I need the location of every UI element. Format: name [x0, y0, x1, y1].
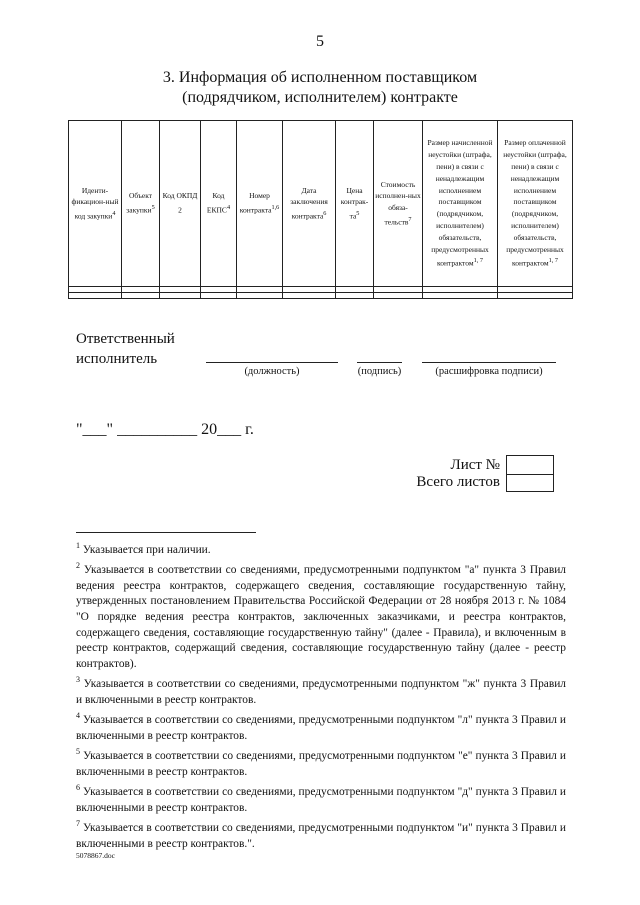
position-label: (должность): [244, 366, 300, 377]
sheet-number-label: Лист №: [450, 457, 500, 473]
responsible-executor-label: [76, 329, 175, 369]
table-cell: [498, 293, 573, 299]
table-cell: [122, 293, 160, 299]
signature-label: (подпись): [357, 366, 402, 377]
footnote: $^2$ Указывается в соответствии со сведениями, предусмотренными подпунктом "а" пункта 3 Правил ведения реестра контрактов, содержащего сведения, составляющие государственную тайну, утвержденных постановлением Правительства Российской Федерации от 28 ноября 2013 г. № 1084 "О порядке ведения реестра контрактов, заключенных заказчиками, и реестра контрактов, содержащего сведения, составляющие государственную тайну" (далее - Правила), и включенным в реестр контрактов, содержащий сведения, составляющие государственную тайну (далее - реестр контрактов).: [76, 561, 566, 670]
table-row: [69, 293, 573, 299]
col-header-procurement-object: Объект закупки$^5$: [122, 121, 160, 287]
table-cell: [374, 293, 423, 299]
table-cell: [336, 293, 374, 299]
table-cell: [201, 293, 237, 299]
col-header-procurement-code: Иденти-фикацион-ный код закупки$^4$: [69, 121, 122, 287]
table-cell: [237, 293, 283, 299]
document-filename: 5078867.doc: [76, 851, 115, 860]
footnote: $^3$ Указывается в соответствии со сведениями, предусмотренными подпунктом "ж" пункта 3 Правил и включенными в реестр контрактов.: [76, 675, 566, 706]
footnote: $^4$ Указывается в соответствии со сведениями, предусмотренными подпунктом "л" пункта 3 Правил и включенными в реестр контрактов.: [76, 711, 566, 742]
col-header-paid-penalty: Размер оплаченной неустойки (штрафа, пени) в связи с ненадлежащим исполнением поставщиком (подрядчиком, исполнителем) обязательств, предусмотренных контрактом$^{1, 7}$: [498, 121, 573, 287]
col-header-accrued-penalty: Размер начисленной неустойки (штрафа, пени) в связи с ненадлежащим исполнением поставщиком (подрядчиком, исполнителем) обязательств, предусмотренных контрактом$^{1, 7}$: [423, 121, 498, 287]
footnote: $^6$ Указывается в соответствии со сведениями, предусмотренными подпунктом "д" пункта 3 Правил и включенными в реестр контрактов.: [76, 783, 566, 814]
total-sheets-box[interactable]: [506, 474, 554, 492]
footnote-divider: [76, 532, 256, 533]
col-header-contract-number: Номер контракта$^{1,6}$: [237, 121, 283, 287]
contract-info-table: [68, 120, 573, 299]
title-line-1: 3. Информация об исполненном поставщиком: [162, 69, 478, 86]
table-cell: [283, 293, 336, 299]
col-header-fulfilled-cost: Стоимость исполнен-ных обяза-тельств$^7$: [374, 121, 423, 287]
footnote: $^1$ Указывается при наличии.: [76, 541, 211, 556]
col-header-okpd2: Код ОКПД 2: [160, 121, 201, 287]
col-header-contract-price: Цена контрак-$та^5$: [336, 121, 374, 287]
responsible-line-2: исполнитель: [76, 351, 158, 367]
section-title: [0, 68, 640, 108]
position-line[interactable]: [206, 362, 338, 363]
footnote: $^5$ Указывается в соответствии со сведениями, предусмотренными подпунктом "е" пункта 3 Правил и включенными в реестр контрактов.: [76, 747, 566, 778]
footnotes: [76, 538, 566, 852]
decode-label: (расшифровка подписи): [435, 366, 543, 377]
table-cell: [423, 293, 498, 299]
footnote: $^7$ Указывается в соответствии со сведениями, предусмотренными подпунктом "и" пункта 3 Правил и включенными в реестр контрактов.".: [76, 819, 566, 850]
total-sheets-label: Всего листов: [416, 474, 500, 490]
col-header-contract-date: Дата заключения контракта$^6$: [283, 121, 336, 287]
page-number: 5: [316, 33, 324, 50]
col-header-ekps: Код ЕКПС$^4$: [201, 121, 237, 287]
table-cell: [69, 293, 122, 299]
table-cell: [160, 293, 201, 299]
title-line-2: (подрядчиком, исполнителем) контракте: [182, 89, 458, 106]
name-decode-line[interactable]: [422, 362, 556, 363]
signature-line[interactable]: [357, 362, 402, 363]
date-line: "___" __________ 20___ г.: [76, 421, 254, 438]
responsible-line-1: Ответственный: [76, 331, 175, 347]
